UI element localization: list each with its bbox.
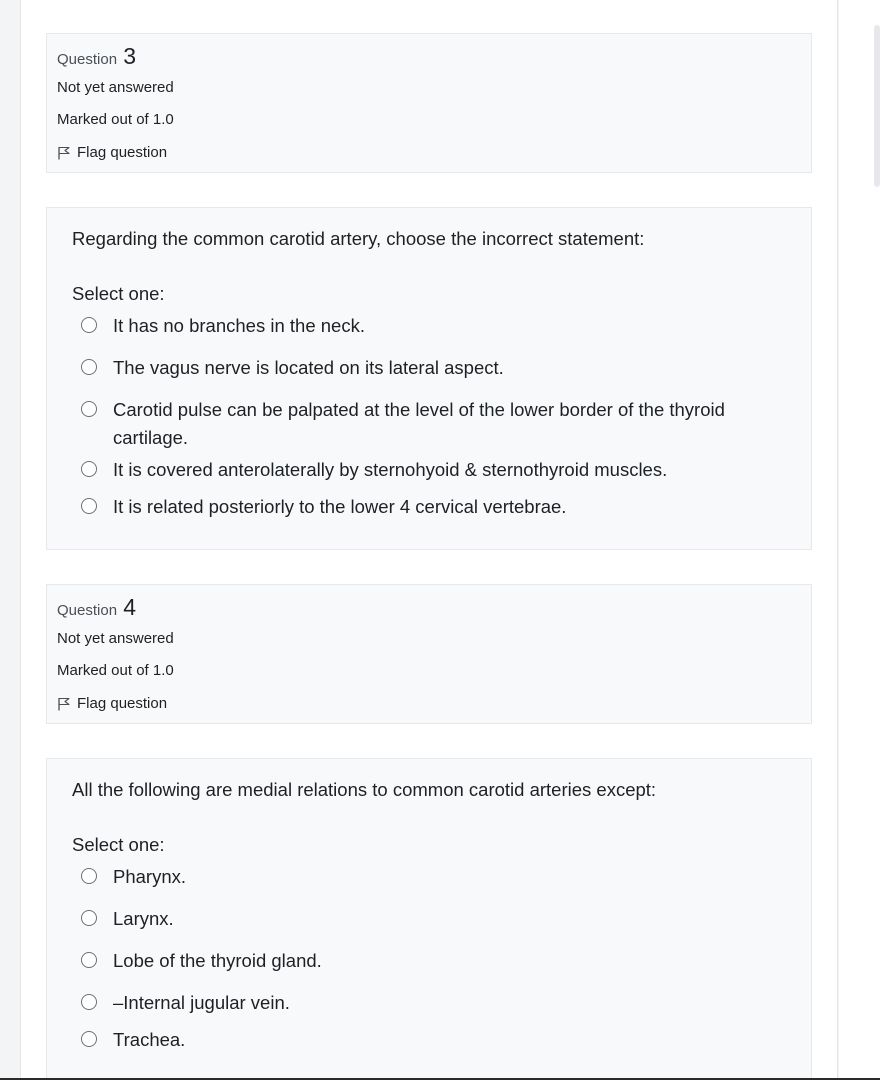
flag-icon: [57, 697, 71, 711]
question-number: [57, 43, 136, 70]
radio-button[interactable]: [81, 994, 97, 1010]
answer-option[interactable]: [81, 493, 781, 521]
flag-question-label: Flag question: [77, 144, 168, 161]
question-text: All the following are medial relations to common carotid arteries except:: [72, 779, 657, 800]
flag-icon: [57, 146, 71, 160]
question-4-info: [46, 584, 812, 724]
answer-option[interactable]: [81, 456, 781, 484]
answer-option[interactable]: [81, 947, 781, 975]
radio-button[interactable]: [81, 401, 97, 417]
option-label: It has no branches in the neck.: [113, 315, 365, 336]
answer-option[interactable]: [81, 863, 781, 891]
radio-button[interactable]: [81, 952, 97, 968]
question-state: Not yet answered: [57, 630, 174, 647]
answer-option[interactable]: [81, 1026, 781, 1054]
radio-button[interactable]: [81, 910, 97, 926]
question-number: [57, 594, 136, 621]
question-label: Question: [57, 51, 118, 68]
radio-button[interactable]: [81, 317, 97, 333]
option-label: –Internal jugular vein.: [113, 992, 290, 1013]
option-label: It is covered anterolaterally by sternohyoid & sternothyroid muscles.: [113, 459, 668, 480]
option-label: It is related posteriorly to the lower 4 cervical vertebrae.: [113, 496, 567, 517]
question-grade: Marked out of 1.0: [57, 111, 174, 128]
radio-button[interactable]: [81, 359, 97, 375]
select-prompt: Select one:: [72, 283, 165, 304]
answer-option[interactable]: [81, 396, 781, 452]
radio-button[interactable]: [81, 461, 97, 477]
radio-button[interactable]: [81, 1031, 97, 1047]
answer-option[interactable]: [81, 312, 781, 340]
question-number-value: 3: [123, 43, 137, 69]
answer-option[interactable]: [81, 905, 781, 933]
flag-question-label: Flag question: [77, 695, 168, 712]
option-label: The vagus nerve is located on its lateral aspect.: [113, 357, 504, 378]
scrollbar-thumb[interactable]: [874, 25, 880, 187]
answer-option[interactable]: [81, 354, 781, 382]
question-label: Question: [57, 602, 118, 619]
select-prompt: Select one:: [72, 834, 165, 855]
radio-button[interactable]: [81, 498, 97, 514]
option-label: Trachea.: [113, 1029, 186, 1050]
radio-button[interactable]: [81, 868, 97, 884]
question-3-info: [46, 33, 812, 173]
option-label: Lobe of the thyroid gland.: [113, 950, 322, 971]
question-number-value: 4: [123, 594, 137, 620]
option-label: Carotid pulse can be palpated at the level of the lower border of the thyroid cartilage.: [113, 399, 725, 448]
answer-option[interactable]: [81, 989, 781, 1017]
question-grade: Marked out of 1.0: [57, 662, 174, 679]
option-label: Larynx.: [113, 908, 174, 929]
option-label: Pharynx.: [113, 866, 187, 887]
question-3-content: [46, 207, 812, 550]
flag-question-button[interactable]: [57, 144, 167, 161]
flag-question-button[interactable]: [57, 695, 167, 712]
question-4-content: [46, 758, 812, 1080]
question-text: Regarding the common carotid artery, choose the incorrect statement:: [72, 228, 645, 249]
question-state: Not yet answered: [57, 79, 174, 96]
